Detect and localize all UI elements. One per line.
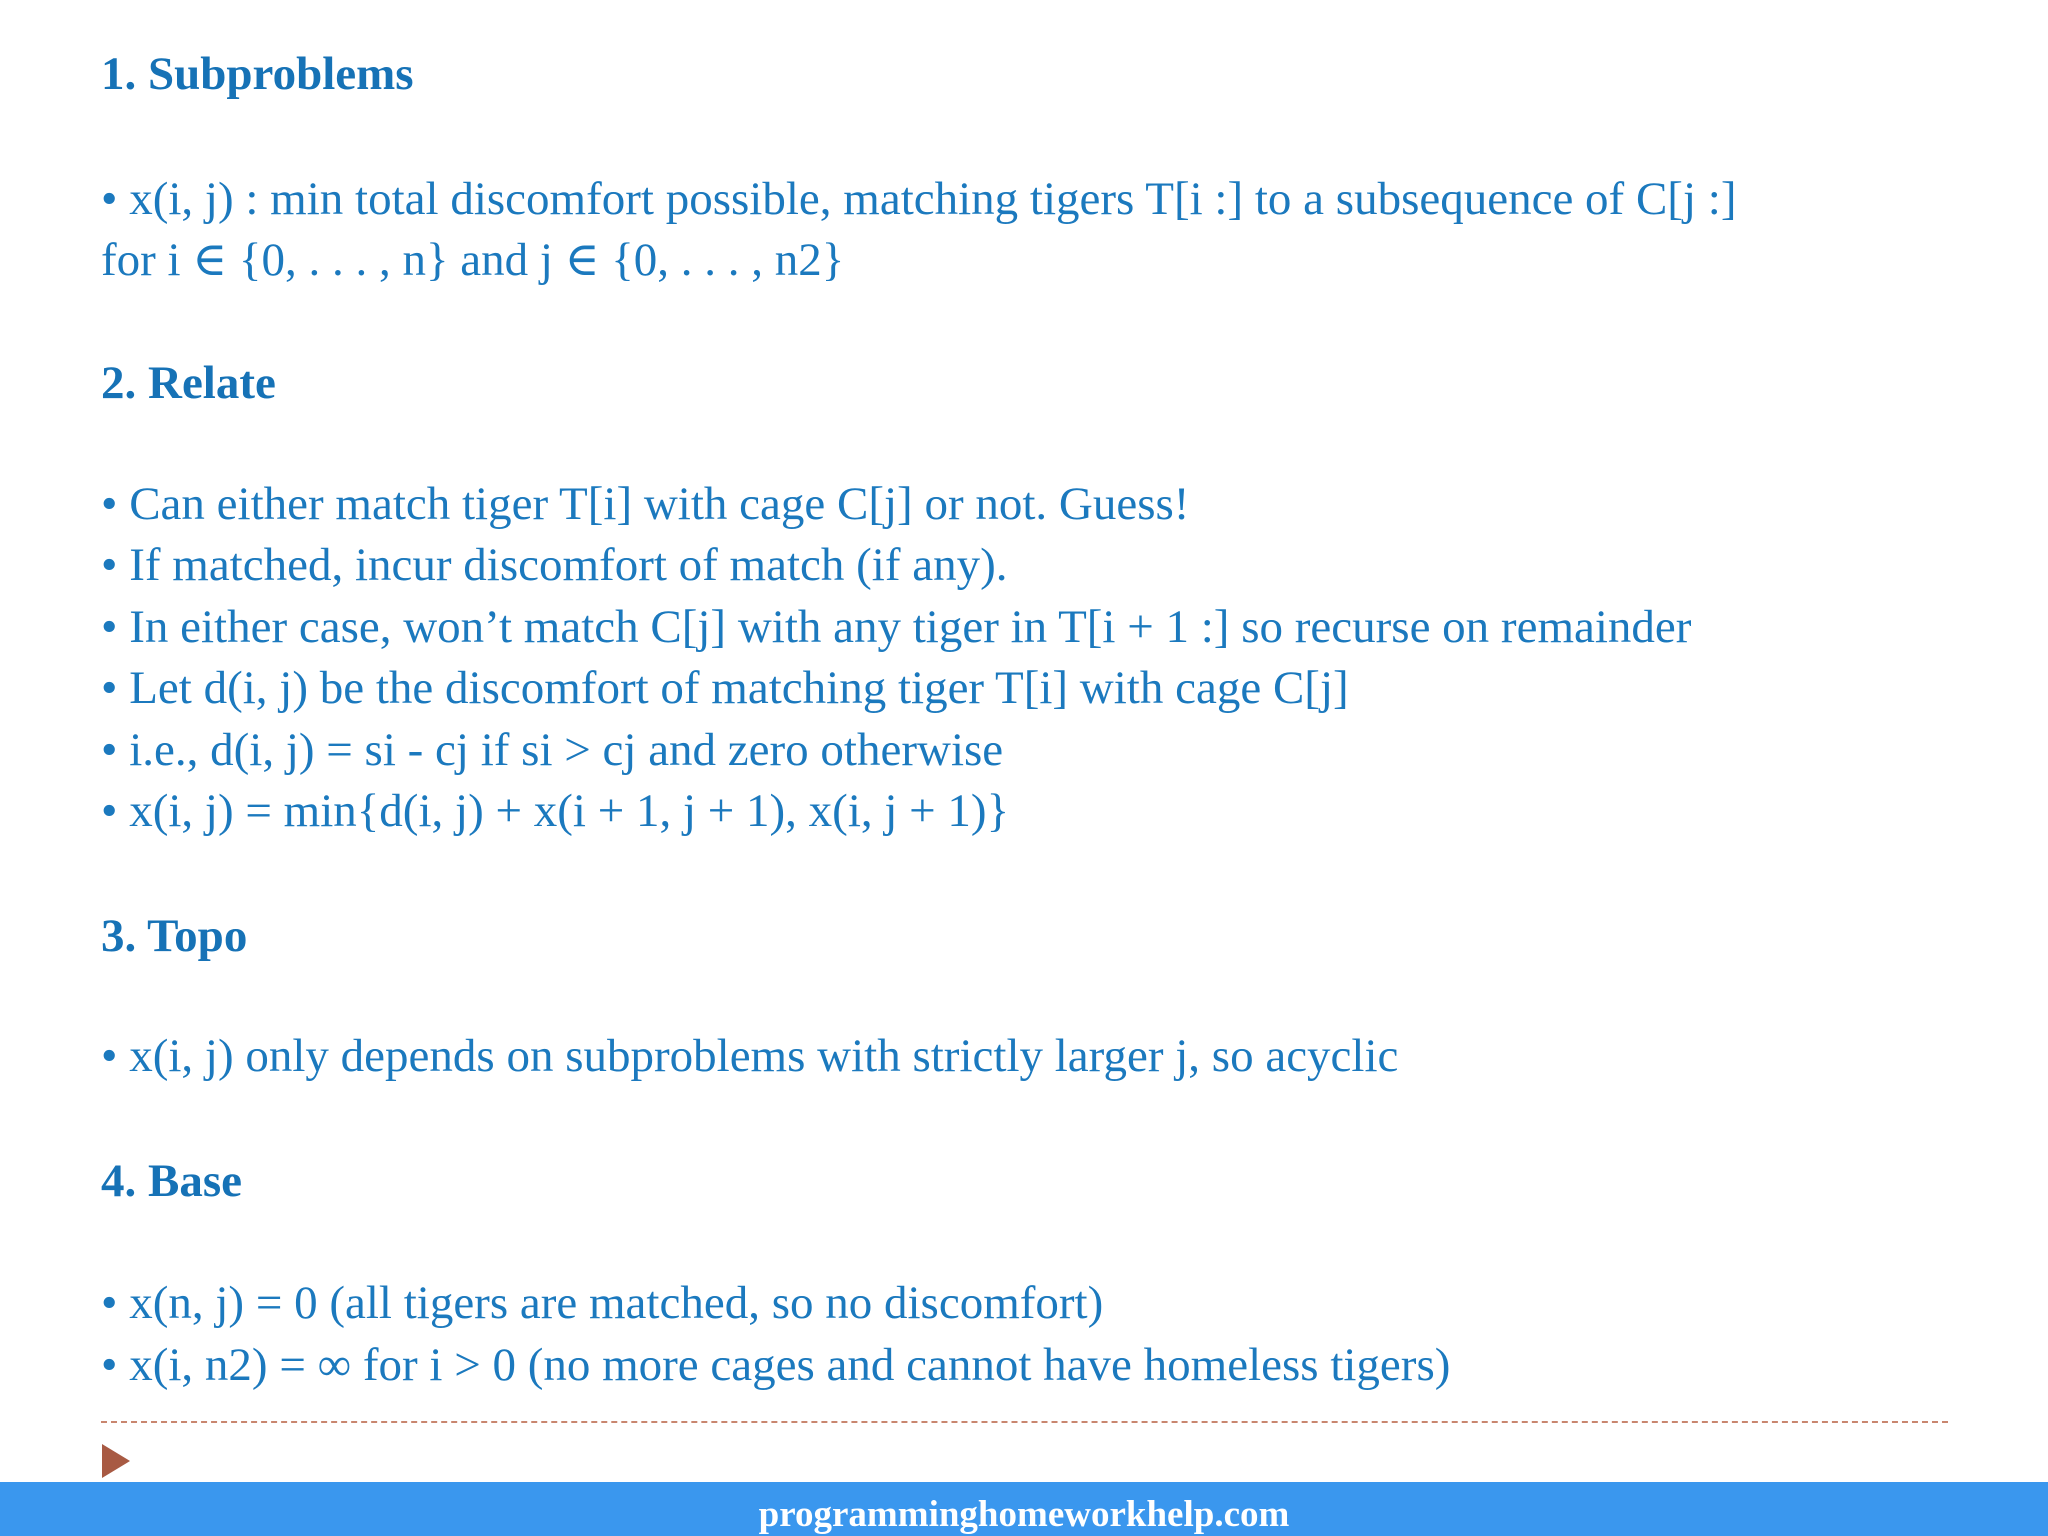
topo-line-1: • x(i, j) only depends on subproblems with strictly larger j, so acyclic [101,1030,1399,1082]
base-line-2: • x(i, n2) = ∞ for i > 0 (no more cages and cannot have homeless tigers) [101,1339,1451,1391]
subproblems-line-1: • x(i, j) : min total discomfort possible, matching tigers T[i :] to a subsequence of C[j :] [101,173,1737,225]
footer-site-name: programminghomeworkhelp.com [758,1494,1290,1535]
relate-line-4: • Let d(i, j) be the discomfort of matching tiger T[i] with cage C[j] [101,662,1349,714]
heading-relate: 2. Relate [101,357,276,409]
relate-line-3: • In either case, won’t match C[j] with any tiger in T[i + 1 :] so recurse on remainder [101,601,1692,653]
heading-base: 4. Base [101,1155,242,1207]
dashed-divider [101,1421,1948,1423]
base-line-1: • x(n, j) = 0 (all tigers are matched, so no discomfort) [101,1277,1104,1329]
relate-line-2: • If matched, incur discomfort of match (if any). [101,539,1008,591]
relate-line-5: • i.e., d(i, j) = si - cj if si > cj and zero otherwise [101,724,1004,776]
play-arrow-icon [102,1444,130,1478]
relate-line-1: • Can either match tiger T[i] with cage C[j] or not. Guess! [101,478,1190,530]
relate-line-6: • x(i, j) = min{d(i, j) + x(i + 1, j + 1), x(i, j + 1)} [101,785,1010,837]
heading-subproblems: 1. Subproblems [101,48,414,100]
subproblems-line-2: for i ∈ {0, . . . , n} and j ∈ {0, . . . , n2} [101,234,845,286]
heading-topo: 3. Topo [101,910,248,962]
